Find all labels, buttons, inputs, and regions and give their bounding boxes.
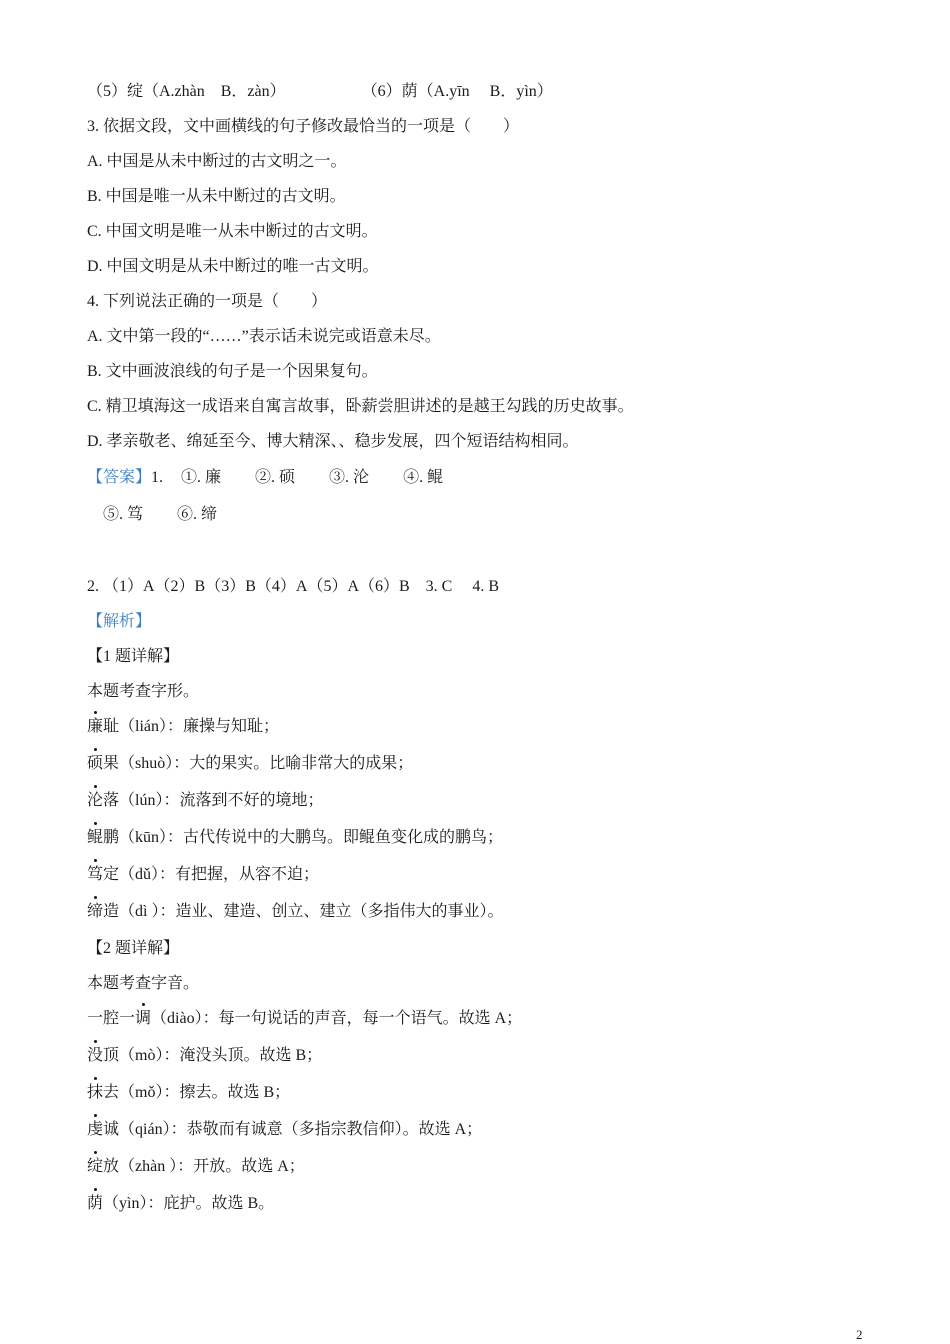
section-2-entry — [87, 1120, 482, 1140]
section-2-entry — [87, 1157, 305, 1177]
section-1-title: 【1 题详解】 — [87, 648, 180, 665]
answer-item: ②. 硕 — [255, 469, 296, 486]
question-4-stem: 4. 下列说法正确的一项是（ ） — [87, 293, 328, 310]
answer-item: ⑥. 缔 — [177, 506, 218, 523]
answer-item: ④. 鲲 — [403, 469, 444, 486]
entry-text: 放（zhàn ）：开放。故选 A； — [103, 1158, 305, 1175]
question-3-option-b: B. 中国是唯一从未中断过的古文明。 — [87, 188, 346, 205]
dotted-character: 廉 — [87, 718, 104, 735]
entry-text: 耻（lián）：廉操与知耻； — [103, 718, 280, 735]
page-number: 2 — [856, 1327, 863, 1342]
question-4-option-c: C. 精卫填海这一成语来自寓言故事，卧薪尝胆讲述的是越王勾践的历史故事。 — [87, 398, 634, 415]
dotted-character: 调 — [135, 1010, 152, 1027]
entry-text: （yìn）：庇护。故选 B。 — [103, 1195, 275, 1212]
section-2-entry — [87, 1009, 522, 1029]
entry-prefix: 一腔一 — [87, 1010, 136, 1027]
q2-item-5: （5）绽（A.zhàn B．zàn） — [87, 83, 286, 100]
dotted-character: 沦 — [87, 792, 104, 809]
answer-line-2 — [103, 505, 217, 525]
entry-text: 落（lún）：流落到不好的境地； — [103, 792, 324, 809]
answer-tag: 【答案】 — [87, 469, 152, 486]
dotted-character: 缔 — [87, 903, 104, 920]
dotted-character: 虔 — [87, 1121, 104, 1138]
section-1-entry — [87, 902, 503, 922]
dotted-character: 抹 — [87, 1084, 104, 1101]
question-3-stem: 3. 依据文段，文中画横线的句子修改最恰当的一项是（ ） — [87, 118, 520, 135]
dotted-character: 硕 — [87, 755, 104, 772]
answer-item: ③. 沦 — [329, 469, 370, 486]
section-2-intro: 本题考查字音。 — [87, 975, 200, 992]
section-2-entry — [87, 1194, 274, 1214]
answer-rest: 2. （1）A（2）B（3）B（4）A（5）A（6）B 3. C 4. B — [87, 578, 500, 595]
entry-text: 造（dì ）：造业、建造、创立、建立（多指伟大的事业）。 — [103, 903, 504, 920]
question-4-option-a: A. 文中第一段的“……”表示话未说完或语意未尽。 — [87, 328, 441, 345]
section-1-entry — [87, 791, 323, 811]
dotted-character: 鲲 — [87, 829, 104, 846]
entry-text: 诚（qián）：恭敬而有诚意（多指宗教信仰）。故选 A； — [103, 1121, 483, 1138]
question-3-option-c: C. 中国文明是唯一从未中断过的古文明。 — [87, 223, 378, 240]
question-2-options-5-6 — [87, 82, 553, 102]
answer-q1-lead: 1. — [151, 469, 164, 486]
question-4-option-d: D. 孝亲敬老、绵延至今、博大精深、、稳步发展，四个短语结构相同。 — [87, 433, 579, 450]
answer-line-1 — [87, 468, 443, 488]
dotted-character: 绽 — [87, 1158, 104, 1175]
section-1-entry — [87, 717, 279, 737]
answer-item: ⑤. 笃 — [103, 506, 144, 523]
section-1-intro: 本题考查字形。 — [87, 683, 200, 700]
analysis-tag: 【解析】 — [87, 613, 152, 630]
question-4-option-b: B. 文中画波浪线的句子是一个因果复句。 — [87, 363, 378, 380]
section-1-entry — [87, 828, 503, 848]
section-2-entry — [87, 1046, 322, 1066]
section-2-entry — [87, 1083, 290, 1103]
entry-text: （diào）：每一句说话的声音，每一个语气。故选 A； — [151, 1010, 523, 1027]
entry-text: 定（dǔ）：有把握，从容不迫； — [103, 866, 320, 883]
section-1-entry — [87, 865, 319, 885]
section-2-title: 【2 题详解】 — [87, 940, 180, 957]
section-1-entry — [87, 754, 413, 774]
dotted-character: 没 — [87, 1047, 104, 1064]
entry-text: 去（mǒ）：擦去。故选 B； — [103, 1084, 291, 1101]
q2-item-6: （6）荫（A.yīn B．yìn） — [361, 83, 553, 100]
question-3-option-a: A. 中国是从未中断过的古文明之一。 — [87, 153, 347, 170]
entry-text: 鹏（kūn）：古代传说中的大鹏鸟。即鲲鱼变化成的鹏鸟； — [103, 829, 504, 846]
dotted-character: 荫 — [87, 1195, 104, 1212]
entry-text: 顶（mò）：淹没头顶。故选 B； — [103, 1047, 323, 1064]
entry-text: 果（shuò）：大的果实。比喻非常大的成果； — [103, 755, 414, 772]
question-3-option-d: D. 中国文明是从未中断过的唯一古文明。 — [87, 258, 379, 275]
dotted-character: 笃 — [87, 866, 104, 883]
answer-item: ①. 廉 — [181, 469, 222, 486]
